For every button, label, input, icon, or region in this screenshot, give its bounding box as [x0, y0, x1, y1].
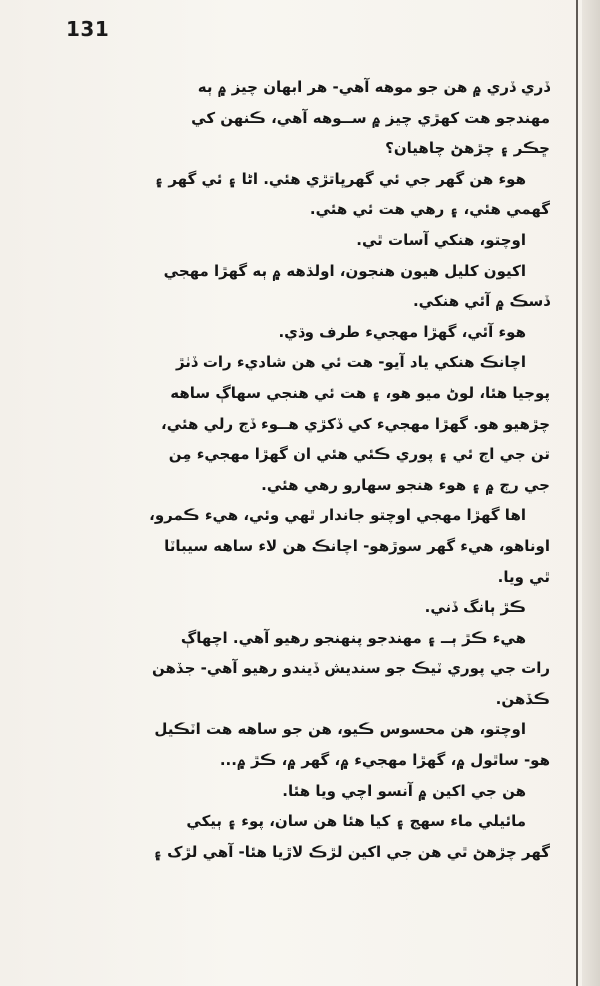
body-text [50, 72, 550, 867]
text-line: ڪڙ ٻانگ ڏني. [424, 598, 526, 617]
text-line: هن جي اکين ۾ آنسو اچي ويا هئا. [282, 781, 526, 800]
text-line: ڏسڪ ۾ آئي هنکي. [412, 292, 550, 311]
text-line: اچانڪ هنکي ياد آيو- هت ئي هن شاديء رات ڏٺڙ [175, 353, 526, 372]
text-line: اوچتو، هنکي آسات ٿي. [356, 230, 526, 249]
text-line: جي رڄ ۾ ۽ هوء هنجو سهارو رهي هئي. [261, 475, 550, 494]
text-line: پوجيا هئا، لوڻ ميو هو، ۽ هت ئي هنجي سهاڳ ساهه [170, 383, 550, 402]
text-line: ڏري ڏري ۾ هن جو موهه آهي- هر ابهان چيز ۾ ٻه [197, 78, 550, 96]
text-line: مائيلي ماء سهج ۽ کيا هئا هن سان، پوء ۽ ٻيکي [186, 812, 526, 831]
book-spine [582, 0, 600, 986]
text-line: ڪڏهن. [495, 689, 550, 708]
page-number: 131 [66, 17, 110, 41]
text-line: رات جي پوري ٽيڪ جو سنديش ڏيندو رهيو آهي- جڏهن [152, 659, 550, 678]
text-line: گهر چڙهڻ ٿي هن جي اکين لڙڪ لاڙيا هئا- آهي لڙک ۽ [153, 842, 550, 861]
text-line: چڙهيو هو. گهڙا مهجيء کي ڏکڙي هــوء ڏڄ رلي هئي، [161, 414, 550, 433]
text-line: مهندجو هت کهڙي چيز ۾ ســوهه آهي، ڪنهن کي [191, 108, 550, 127]
text-line: تن جي اڄ ئي ۽ پوري ڪئي هئي ان گهڙا مهجيء مِن [168, 445, 550, 464]
text-line: ٿي ويا. [497, 567, 550, 586]
spine-shadow-line [576, 0, 578, 986]
text-line: اوناهو، هيء گهر سوڙهو- اچانڪ هن لاء ساهه سيباٽا [164, 536, 550, 555]
text-line: اها گهڙا مهجي اوچتو جاندار ٿهي وئي، هيء ڪمرو، [149, 506, 526, 525]
text-line: اکيون کليل هيون هنجون، اولڌهه ۾ ٻه گهڙا مهجي [163, 261, 526, 280]
text-line: هوء هن گهر جي ئي گهرڀاتڙي هئي. اڻا ۽ ئي گهر ۽ [154, 169, 526, 188]
text-line: ڇڪر ۽ چڙهڻ چاهيان؟ [385, 139, 550, 158]
text-line: اوچتو، هن محسوس ڪيو، هن جو ساهه هت اٽڪيل [154, 720, 526, 739]
text-line: هيء ڪڙ ٻــ ۽ مهندجو پنهنجو رهيو آهي. اچهاڳ [180, 628, 526, 647]
text-line: هو- ساٿول ۾، گهڙا مهجيء ۾، گهر ۾، ڪڙ ۾... [219, 751, 550, 770]
text-line: گهمي هئي، ۽ رهي هت ئي هئي. [309, 200, 550, 219]
text-line: هوء آئي، گهڙا مهجيء طرف وڌي. [278, 322, 526, 341]
